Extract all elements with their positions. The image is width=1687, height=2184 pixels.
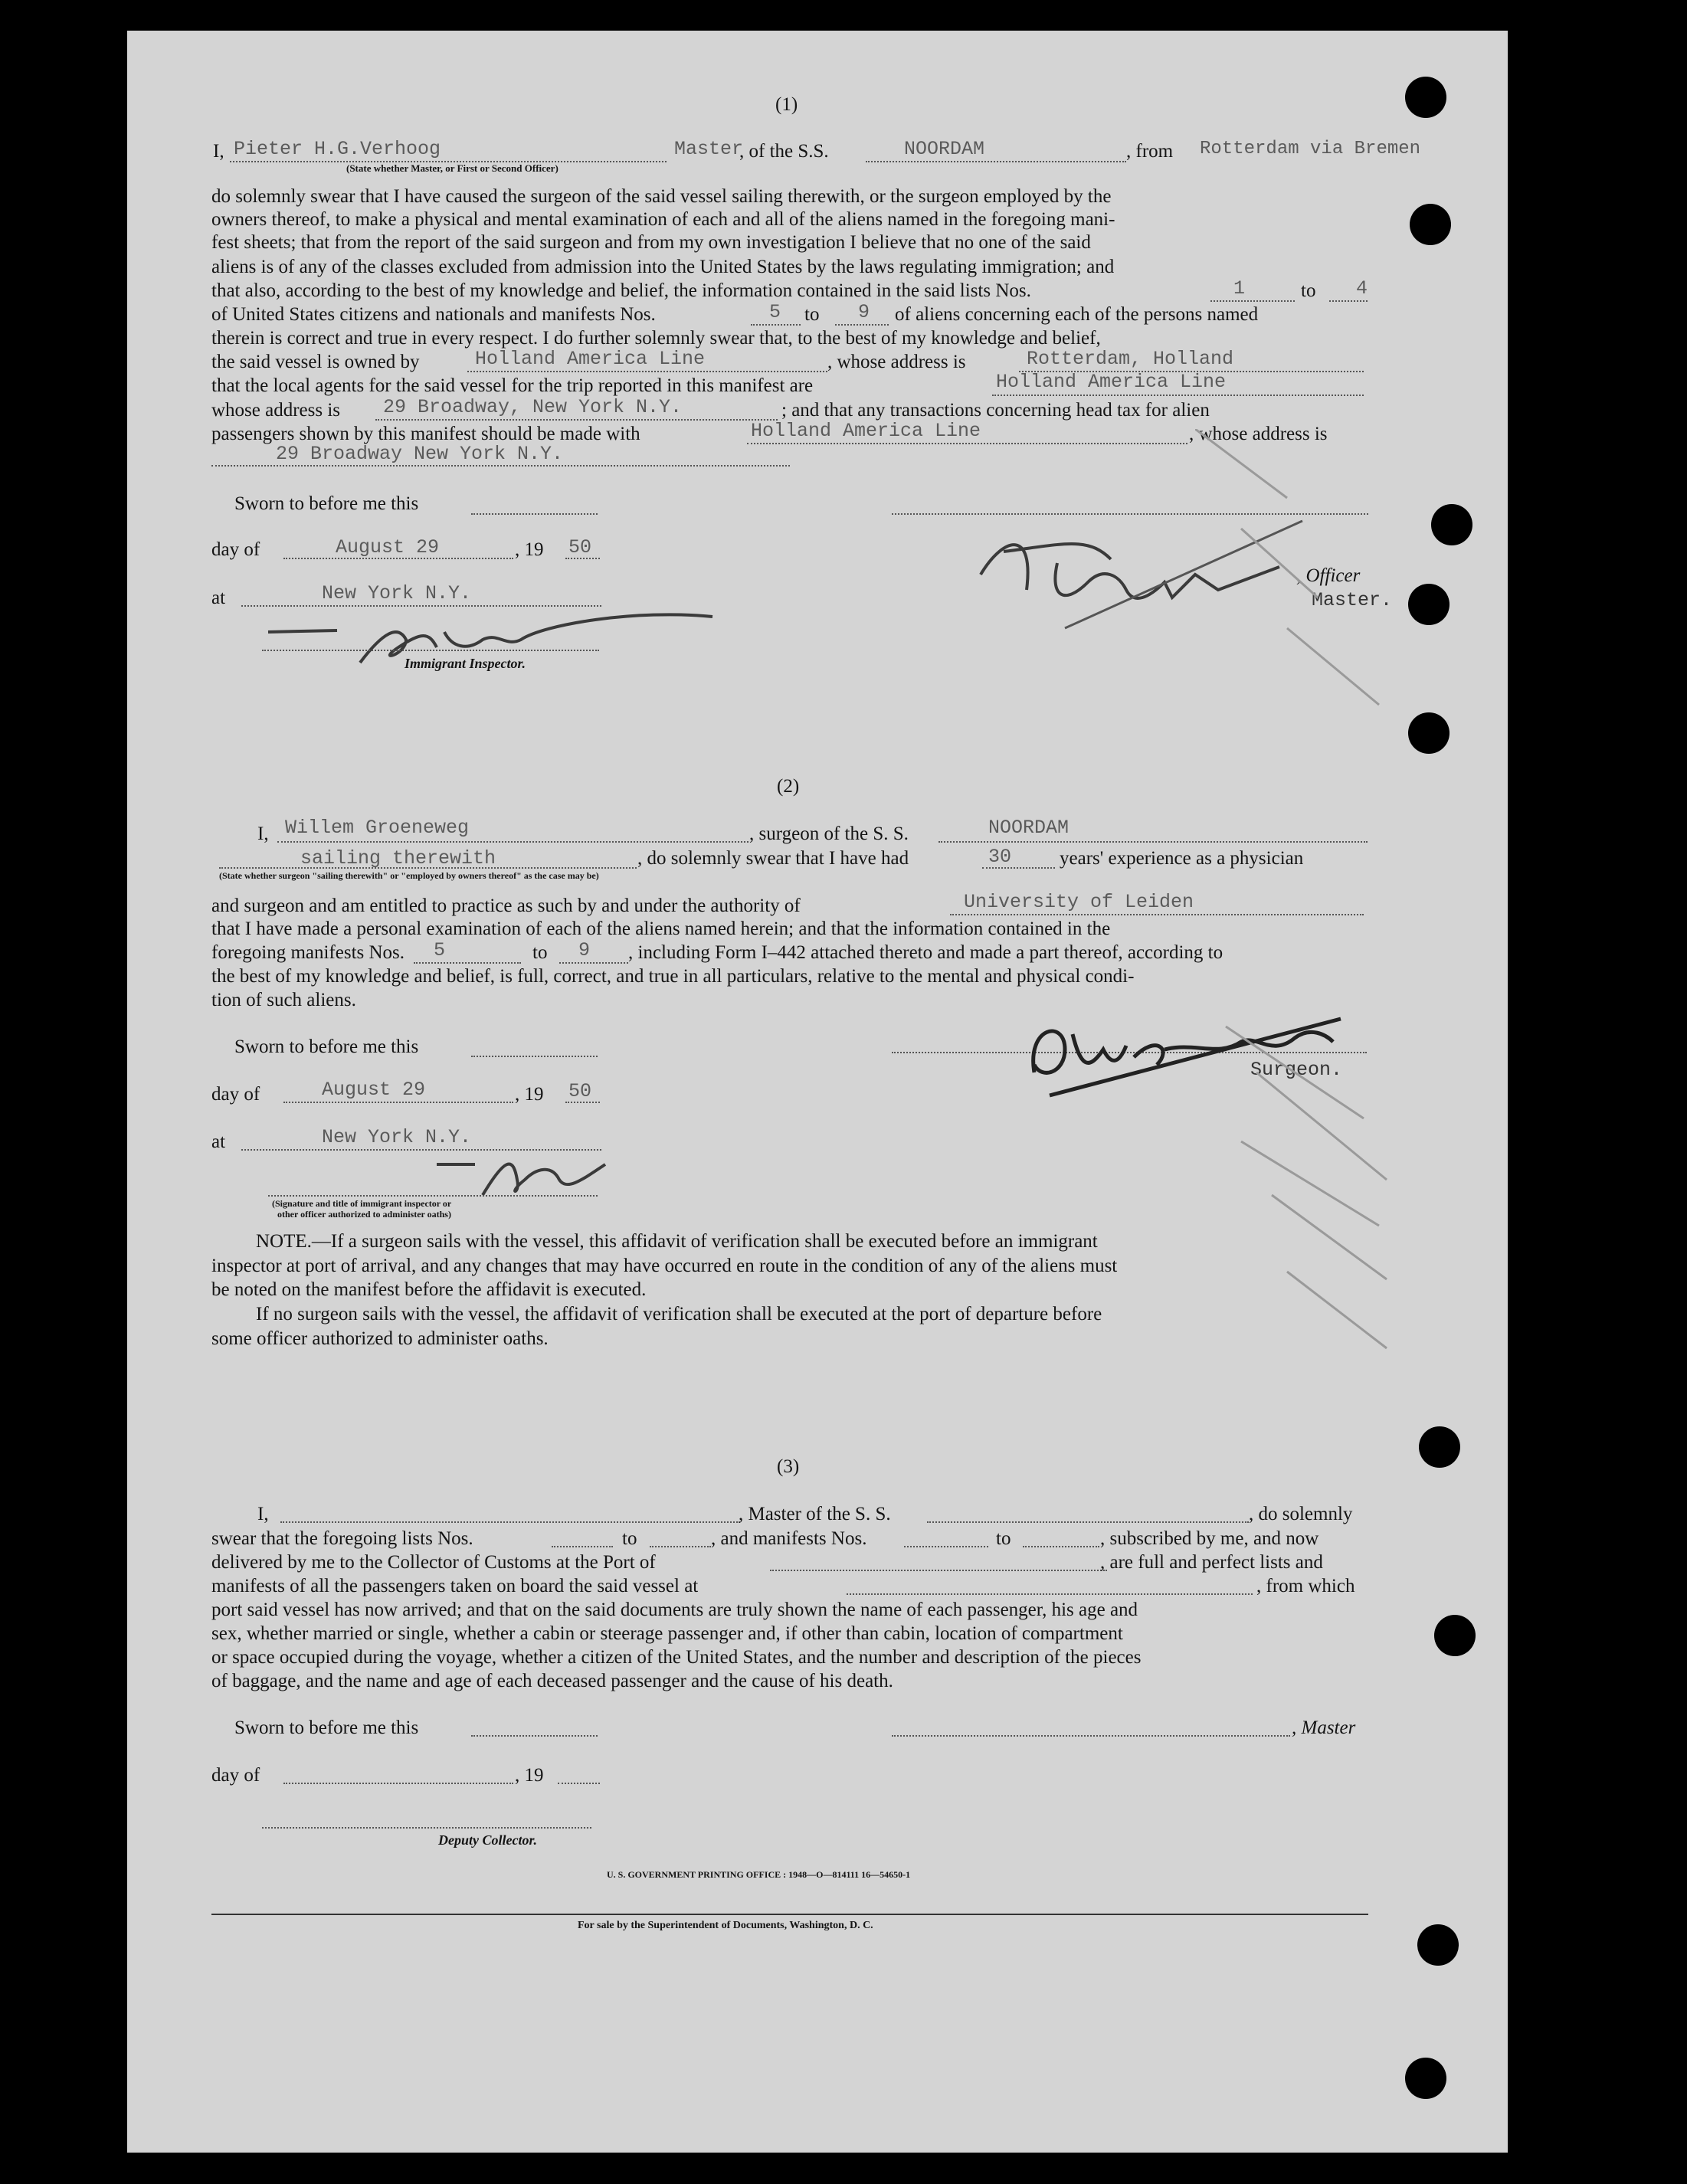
punch-hole	[1408, 584, 1450, 625]
rank-value: Master	[674, 138, 744, 160]
fill-line	[751, 324, 801, 326]
punch-hole	[1405, 77, 1446, 118]
fill-line	[747, 443, 1187, 444]
paragraph-line: that the local agents for the said vessel for the trip reported in this manifest are	[211, 375, 814, 396]
fill-line	[904, 1546, 988, 1547]
agents: Holland America Line	[996, 371, 1227, 393]
fill-line	[467, 371, 827, 372]
fill-line	[471, 1735, 598, 1737]
label: to	[622, 1528, 637, 1549]
head-tax-with: Holland America Line	[751, 420, 981, 442]
fill-line	[280, 1521, 740, 1523]
sailing-status: sailing therewith	[300, 847, 496, 869]
manifests-from: 5	[434, 939, 446, 961]
label: to	[1301, 280, 1316, 301]
head-tax-address: 29 Broadway New York N.Y.	[276, 443, 564, 465]
note-line: If no surgeon sails with the vessel, the affidavit of verification shall be executed at the port of departure before	[256, 1304, 1102, 1324]
fill-line	[552, 1546, 613, 1547]
authority: University of Leiden	[964, 891, 1194, 913]
label: , whose address is	[1189, 424, 1328, 444]
paragraph-line: or space occupied during the voyage, whether a citizen of the United States, and the number and description of the pieces	[211, 1647, 1142, 1668]
at-label: at	[211, 588, 226, 608]
manifests-from: 5	[769, 301, 781, 323]
paragraph-line: the said vessel is owned by	[211, 352, 420, 372]
paragraph-line: the best of my knowledge and belief, is full, correct, and true in all particulars, relative to the mental and physical condi-	[211, 966, 1135, 987]
note-line: be noted on the manifest before the affidavit is executed.	[211, 1279, 647, 1300]
paragraph-line: foregoing manifests Nos.	[211, 942, 405, 963]
fill-line	[992, 395, 1364, 396]
label: , from which	[1256, 1576, 1355, 1596]
fill-line	[268, 1195, 598, 1197]
fill-line	[211, 465, 790, 467]
label: to	[532, 942, 548, 963]
label: I,	[213, 141, 224, 162]
label: , surgeon of the S. S.	[749, 824, 909, 844]
fill-line	[982, 867, 1055, 869]
fill-line	[892, 1735, 1290, 1737]
paragraph-line: that I have made a personal examination of each of the aliens named herein; and that the information contained in the	[211, 918, 1111, 939]
fill-line	[283, 1102, 513, 1103]
lists-from: 1	[1233, 277, 1246, 300]
inspector-caption: other officer authorized to administer oaths)	[277, 1209, 451, 1220]
paragraph-line: port said vessel has now arrived; and that on the said documents are truly shown the name of each passenger, his age and	[211, 1600, 1138, 1620]
years-experience: 30	[988, 846, 1012, 868]
fill-line	[283, 558, 513, 559]
inspector-caption: Immigrant Inspector.	[405, 656, 526, 671]
punch-hole	[1408, 712, 1450, 754]
label: , do solemnly swear that I have had	[637, 848, 909, 869]
manifests-to: 9	[858, 301, 870, 323]
label: , from	[1126, 141, 1174, 162]
paragraph-line: of United States citizens and nationals and manifests Nos.	[211, 304, 656, 325]
owner: Holland America Line	[475, 348, 706, 370]
punch-hole	[1405, 2058, 1446, 2099]
label: of aliens concerning each of the persons named	[895, 304, 1259, 325]
fill-line	[770, 1570, 1107, 1571]
oath-place: New York N.Y.	[322, 582, 472, 604]
paragraph-line: sex, whether married or single, whether a cabin or steerage passenger and, if other than cabin, location of compartment	[211, 1623, 1123, 1644]
punch-hole	[1417, 1924, 1459, 1966]
sworn-label: Sworn to before me this	[234, 1036, 419, 1057]
punch-hole	[1419, 1426, 1460, 1468]
label: to	[996, 1528, 1011, 1549]
paragraph-line: swear that the foregoing lists Nos.	[211, 1528, 473, 1549]
surgeon-name: Willem Groeneweg	[285, 817, 470, 839]
sale-notice: For sale by the Superintendent of Documents, Washington, D. C.	[578, 1920, 873, 1931]
sworn-label: Sworn to before me this	[234, 1717, 419, 1738]
fill-line	[262, 1827, 591, 1829]
label: , 19	[515, 1765, 544, 1786]
vessel-name: NOORDAM	[904, 138, 985, 160]
fill-line	[565, 1102, 600, 1103]
day-of-label: day of	[211, 539, 260, 560]
oath-date: August 29	[322, 1079, 426, 1101]
note-line: some officer authorized to administer oaths.	[211, 1328, 549, 1349]
sworn-label: Sworn to before me this	[234, 493, 419, 514]
fill-line	[866, 161, 1126, 162]
oath-place: New York N.Y.	[322, 1126, 472, 1148]
punch-hole	[1431, 504, 1472, 545]
paragraph-line: owners thereof, to make a physical and mental examination of each and all of the aliens named in the foregoing mani-	[211, 209, 1115, 230]
fill-line	[241, 605, 601, 607]
label: , do solemnly	[1249, 1504, 1353, 1524]
deputy-caption: Deputy Collector.	[438, 1832, 537, 1848]
section-number: (2)	[777, 776, 800, 797]
fill-line	[414, 962, 521, 964]
manifests-to: 9	[578, 939, 591, 961]
fill-line	[835, 324, 889, 326]
paragraph-line: do solemnly swear that I have caused the surgeon of the said vessel sailing therewith, or the surgeon employed by the	[211, 186, 1112, 207]
fill-line	[283, 1783, 513, 1784]
note-line: inspector at port of arrival, and any changes that may have occurred en route in the condition of any of the aliens must	[211, 1256, 1118, 1276]
fill-line	[262, 650, 599, 651]
day-of-label: day of	[211, 1084, 260, 1105]
agents-address: 29 Broadway, New York N.Y.	[383, 396, 683, 418]
paragraph-line: of baggage, and the name and age of each deceased passenger and the cause of his death.	[211, 1671, 893, 1691]
fill-line	[375, 419, 778, 421]
inspector-caption: (Signature and title of immigrant inspector or	[272, 1198, 452, 1209]
paragraph-line: tion of such aliens.	[211, 990, 356, 1010]
paragraph-line: aliens is of any of the classes excluded from admission into the United States by the laws regulating immigration; and	[211, 257, 1115, 277]
fill-line	[558, 1783, 600, 1784]
section-number: (1)	[775, 94, 798, 115]
day-of-label: day of	[211, 1765, 260, 1786]
fill-line	[471, 1056, 598, 1057]
owner-address: Rotterdam, Holland	[1027, 348, 1234, 370]
lists-to: 4	[1356, 277, 1368, 300]
printing-office: U. S. GOVERNMENT PRINTING OFFICE : 1948—O—814111 16—54650-1	[607, 1869, 911, 1880]
label: , Master of the S. S.	[739, 1504, 891, 1524]
paragraph-line: passengers shown by this manifest should be made with	[211, 424, 640, 444]
oath-date: August 29	[336, 536, 440, 558]
surgeon-label: Surgeon.	[1250, 1059, 1343, 1081]
fill-line	[1210, 300, 1295, 302]
paragraph-line: and surgeon and am entitled to practice as such by and under the authority of	[211, 896, 801, 916]
paragraph-line: fest sheets; that from the report of the said surgeon and from my own investigation I believe that no one of the said	[211, 232, 1091, 253]
label: , including Form I–442 attached thereto and made a part thereof, according to	[628, 942, 1223, 963]
label: , 19	[515, 1084, 544, 1105]
label: to	[804, 304, 820, 325]
label: , of the S.S.	[739, 141, 829, 162]
label: , are full and perfect lists and	[1100, 1552, 1323, 1573]
label: years' experience as a physician	[1060, 848, 1304, 869]
label: , whose address is	[827, 352, 966, 372]
fill-line	[471, 513, 598, 515]
label: , 19	[515, 539, 544, 560]
label: , subscribed by me, and now	[1100, 1528, 1319, 1549]
paragraph-line: that also, according to the best of my knowledge and belief, the information contained in the said lists Nos.	[211, 280, 1031, 301]
label: ; and that any transactions concerning head tax for alien	[781, 400, 1210, 421]
oath-year: 50	[568, 536, 592, 558]
paragraph-line: delivered by me to the Collector of Customs at the Port of	[211, 1552, 656, 1573]
field-note: (State whether surgeon "sailing therewith" or "employed by owners thereof" as the case may be)	[219, 870, 599, 881]
master-label: Master.	[1312, 589, 1393, 611]
fill-line	[559, 962, 628, 964]
label: , and manifests Nos.	[711, 1528, 867, 1549]
margin-marks	[1195, 429, 1394, 1578]
paragraph-line: manifests of all the passengers taken on board the said vessel at	[211, 1576, 699, 1596]
field-note: (State whether Master, or First or Second Officer)	[346, 162, 559, 174]
section-number: (3)	[777, 1456, 800, 1477]
vessel-name: NOORDAM	[988, 817, 1070, 839]
label: I,	[257, 824, 269, 844]
master-name: Pieter H.G.Verhoog	[234, 138, 441, 160]
punch-hole	[1434, 1615, 1476, 1656]
fill-line	[219, 867, 637, 869]
officer-label: , Officer	[1296, 565, 1361, 586]
paragraph-line: whose address is	[211, 400, 341, 421]
punch-hole	[1410, 204, 1451, 245]
paragraph-line: therein is correct and true in every respect. I do further solemnly swear that, to the best of my knowledge and belief,	[211, 328, 1101, 349]
from-port: Rotterdam via Bremen	[1200, 139, 1421, 159]
fill-line	[1023, 1546, 1099, 1547]
fill-line	[277, 841, 749, 843]
master-label: , Master	[1292, 1717, 1356, 1738]
at-label: at	[211, 1131, 226, 1152]
fill-line	[847, 1593, 1253, 1595]
fill-line	[650, 1546, 711, 1547]
footer-rule	[211, 1914, 1368, 1915]
note-line: NOTE.—If a surgeon sails with the vessel, this affidavit of verification shall be executed before an immigrant	[256, 1231, 1098, 1252]
oath-year: 50	[568, 1080, 592, 1102]
label: I,	[257, 1504, 269, 1524]
fill-line	[565, 558, 600, 559]
fill-line	[1329, 300, 1368, 302]
